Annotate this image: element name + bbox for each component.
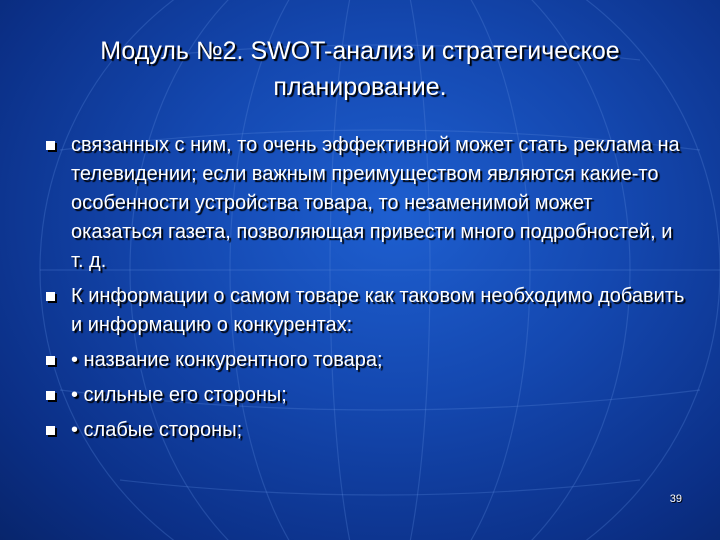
bullet-item (46, 381, 686, 410)
bullet-text: • сильные его стороны; (71, 384, 287, 406)
bullet-text: • название конкурентного товара; (71, 349, 383, 371)
bullet-text: связанных с ним, то очень эффективной может стать реклама на телевидении; если важным преимуществом являются какие-то особенности устройства товара, то незаменимой может оказаться газета, позволяющая привести много подробностей, и т. д. (71, 134, 680, 272)
slide-title (40, 33, 680, 105)
square-bullet-icon (46, 141, 55, 150)
page-number: 39 (669, 493, 682, 505)
slide-title-line-1: Модуль №2. SWOT-анализ и стратегическое (100, 37, 620, 65)
bullet-text: К информации о самом товаре как таковом необходимо добавить и информацию о конкурентах: (71, 285, 685, 336)
bullet-item (46, 416, 686, 445)
bullet-item (46, 282, 686, 340)
bullet-item (46, 346, 686, 375)
square-bullet-icon (46, 292, 55, 301)
square-bullet-icon (46, 356, 55, 365)
bullet-list (46, 131, 686, 451)
square-bullet-icon (46, 426, 55, 435)
bullet-text: • слабые стороны; (71, 419, 243, 441)
slide-title-line-2: планирование. (273, 73, 447, 101)
bullet-item (46, 131, 686, 276)
square-bullet-icon (46, 391, 55, 400)
